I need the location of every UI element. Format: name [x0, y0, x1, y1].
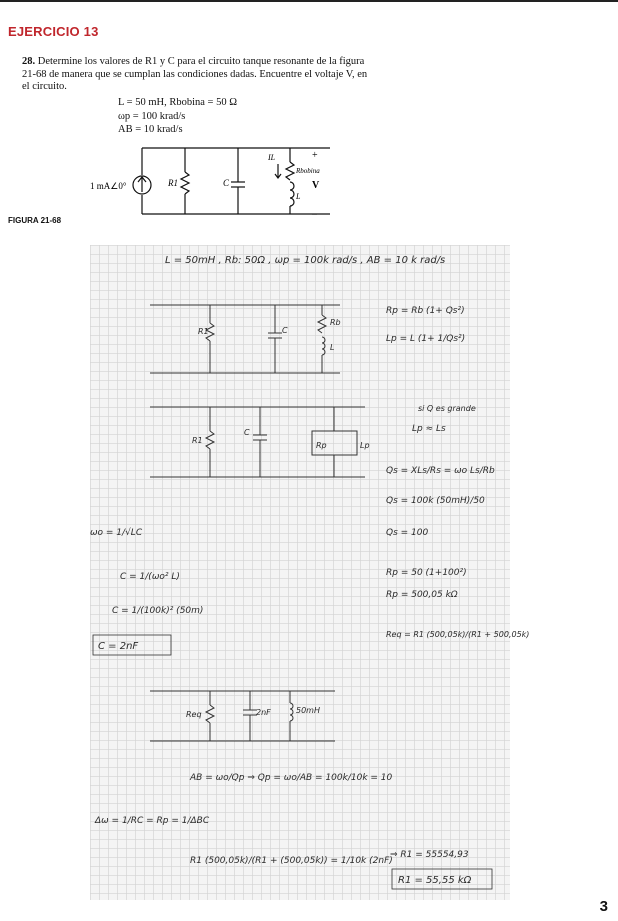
problem-statement: [22, 56, 372, 94]
eq-lp-approx: Lp ≈ Ls: [412, 424, 446, 434]
sk1-l: L: [330, 343, 335, 352]
sk2-lp: Lp: [360, 441, 370, 450]
circuit-figure: [90, 142, 350, 224]
problem-text: Determine los valores de R1 y C para el circuito tanque resonante de la figura 21-68 de manera que se cumplan las condiciones dadas. Encuentre el voltaje V, en el circuito.: [22, 56, 368, 92]
eq-dw: Δω = 1/RC = Rp = 1/ΔBC: [95, 816, 210, 826]
note-given-line: L = 50mH , Rb: 50Ω , ωp = 100k rad/s , AB = 10 k rad/s: [165, 255, 446, 266]
eq-final-1: R1 (500,05k)/(R1 + (500,05k)) = 1/10k (2nF): [190, 856, 393, 866]
sk3-l: 50mH: [296, 706, 320, 715]
eq-lp: Lp = L (1+ 1/Qs²): [386, 334, 466, 344]
sk1-rb: Rb: [330, 318, 341, 327]
exercise-title: EJERCICIO 13: [8, 24, 99, 39]
sk3-req: Req: [186, 710, 202, 719]
r1-label: R1: [168, 178, 178, 188]
given-values: [118, 96, 237, 137]
eq-w0: ωo = 1/√LC: [90, 528, 143, 538]
note-q-large: si Q es grande: [418, 404, 476, 413]
given-inductance: L = 50 mH, Rbobina = 50 Ω: [118, 97, 238, 108]
figure-caption: FIGURA 21-68: [8, 216, 62, 225]
eq-ab: AB = ωo/Qp ⇒ Qp = ωo/AB = 100k/10k = 10: [190, 773, 393, 783]
problem-number: 28.: [22, 56, 36, 67]
sk1-c: C: [282, 326, 288, 335]
minus-sign: –: [312, 209, 317, 220]
top-rule: [0, 0, 618, 2]
sk2-c: C: [244, 428, 250, 437]
eq-rp-3: Rp = 500,05 kΩ: [386, 590, 458, 600]
eq-rp: Rp = Rb (1+ Qs²): [386, 306, 465, 316]
handwritten-notes: [90, 245, 530, 900]
given-omega-p: ωp = 100 krad/s: [118, 110, 186, 122]
sk3-c: 2nF: [256, 708, 271, 717]
rcoil-label: Rbobina: [296, 167, 320, 175]
sk2-rp: Rp: [316, 441, 327, 450]
eq-req: Req = R1 (500,05k)/(R1 + 500,05k): [386, 630, 530, 639]
eq-final-2: ⇒ R1 = 55554,93: [390, 850, 469, 860]
sk2-r1: R1: [192, 436, 203, 445]
given-bandwidth: AB = 10 krad/s: [118, 124, 183, 135]
plus-sign: +: [312, 150, 318, 161]
eq-c-2: C = 1/(100k)² (50m): [112, 606, 204, 616]
eq-qs-3: Qs = 100: [386, 528, 429, 538]
v-label: V: [312, 180, 320, 191]
c-label: C: [223, 178, 230, 188]
eq-qs-1: Qs = XLs/Rs = ωo Ls/Rb: [386, 466, 495, 476]
sk1-r1: R1: [198, 327, 209, 336]
page-number: 3: [599, 898, 608, 915]
eq-qs-2: Qs = 100k (50mH)/50: [386, 496, 485, 506]
il-label: IL: [268, 153, 276, 162]
eq-c-1: C = 1/(ωo² L): [120, 572, 180, 582]
eq-c-3: C = 2nF: [98, 641, 139, 652]
source-label: 1 mA∠0°: [90, 181, 127, 191]
eq-rp-2: Rp = 50 (1+100²): [386, 568, 467, 578]
l-label: L: [296, 192, 301, 201]
eq-final-3: R1 = 55,55 kΩ: [398, 875, 472, 886]
